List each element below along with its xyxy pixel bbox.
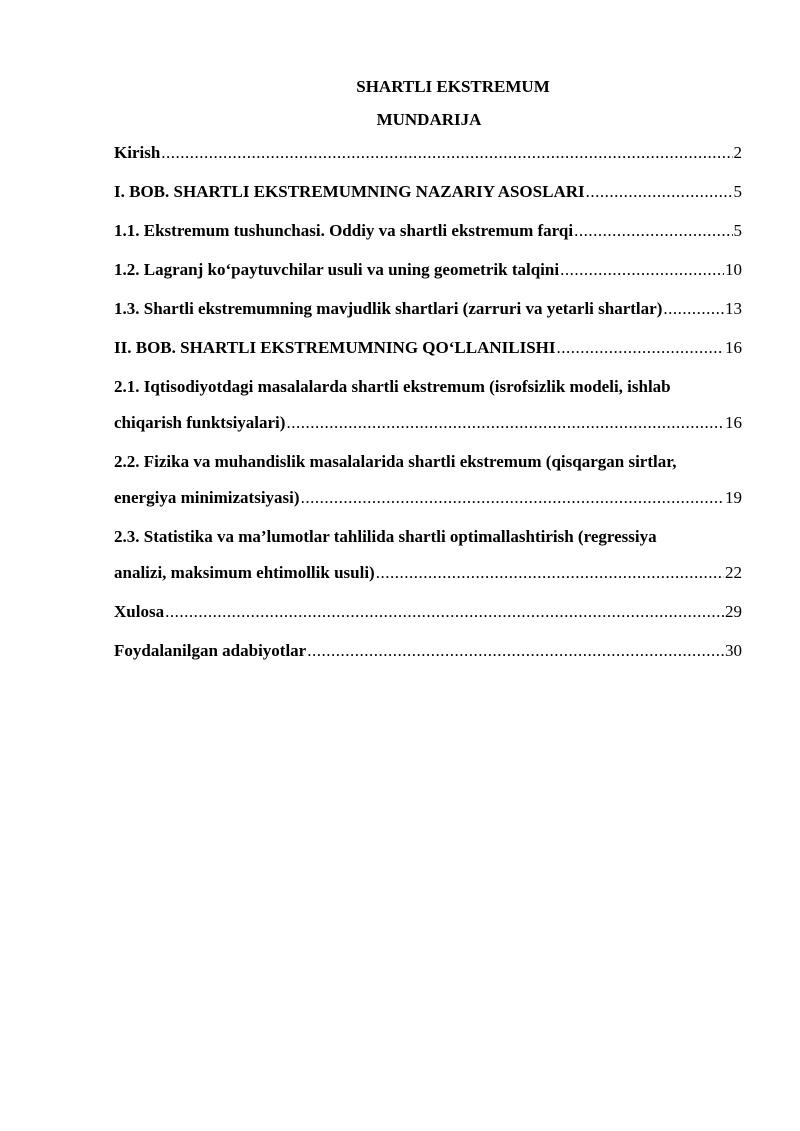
toc-entry-label: 1.1. Ekstremum tushunchasi. Oddiy va shartli ekstremum farqi [114, 221, 574, 240]
toc-entry-page: 22 [725, 563, 742, 582]
toc-entry[interactable] [114, 180, 742, 204]
toc-entry[interactable] [114, 600, 742, 624]
toc-entry-page: 13 [725, 299, 742, 318]
toc-dot-leader [161, 141, 732, 165]
toc-entry-page: 16 [725, 413, 742, 432]
toc-entry-label: Foydalanilgan adabiyotlar [114, 641, 307, 660]
toc-dot-leader [165, 600, 724, 624]
toc-entry-label: Xulosa [114, 602, 165, 621]
toc-entry-label-line2: energiya minimizatsiyasi) [114, 488, 300, 507]
toc-entry-label: Kirish [114, 143, 161, 162]
toc-entry[interactable] [114, 450, 742, 510]
toc-entry-label-line2: analizi, maksimum ehtimollik usuli) [114, 563, 375, 582]
toc-entry[interactable] [114, 336, 742, 360]
toc-entry[interactable] [114, 258, 742, 282]
toc-entry-page: 10 [725, 260, 742, 279]
toc-entry[interactable] [114, 525, 742, 585]
toc-entry-page: 2 [733, 143, 742, 162]
toc-entry-label-line1: 2.2. Fizika va muhandislik masalalarida shartli ekstremum (qisqargan sirtlar, [114, 452, 677, 471]
toc-entry-page: 16 [725, 338, 742, 357]
toc-dot-leader [586, 180, 733, 204]
toc-dot-leader [307, 639, 724, 663]
toc-entry-label-line2: chiqarish funktsiyalari) [114, 413, 286, 432]
toc-dot-leader [663, 297, 724, 321]
toc-entry-page: 19 [725, 488, 742, 507]
document-title: SHARTLI EKSTREMUM [356, 77, 550, 96]
toc-entry-label: II. BOB. SHARTLI EKSTREMUMNING QO‘LLANILISHI [114, 338, 556, 357]
toc-entry[interactable] [114, 297, 742, 321]
toc-entry[interactable] [114, 639, 742, 663]
toc-entry-label: 1.2. Lagranj ko‘paytuvchilar usuli va uning geometrik talqini [114, 260, 560, 279]
toc-entry-label-line1: 2.1. Iqtisodiyotdagi masalalarda shartli ekstremum (isrofsizlik modeli, ishlab [114, 377, 671, 396]
toc-entry-label: 1.3. Shartli ekstremumning mavjudlik shartlari (zarruri va yetarli shartlar) [114, 299, 663, 318]
toc-entry-label-line1: 2.3. Statistika va ma’lumotlar tahlilida shartli optimallashtirish (regressiya [114, 527, 657, 546]
toc-dot-leader [376, 561, 724, 585]
toc-entry[interactable] [114, 375, 742, 435]
table-of-contents [114, 141, 742, 678]
toc-dot-leader [557, 336, 725, 360]
toc-dot-leader [560, 258, 724, 282]
toc-entry-page: 30 [725, 641, 742, 660]
toc-entry[interactable] [114, 219, 742, 243]
toc-entry[interactable] [114, 141, 742, 165]
toc-entry-label: I. BOB. SHARTLI EKSTREMUMNING NAZARIY ASOSLARI [114, 182, 585, 201]
toc-dot-leader [286, 411, 724, 435]
toc-entry-page: 29 [725, 602, 742, 621]
toc-dot-leader [574, 219, 732, 243]
toc-entry-page: 5 [733, 221, 742, 240]
toc-entry-page: 5 [733, 182, 742, 201]
toc-dot-leader [301, 486, 724, 510]
toc-heading: MUNDARIJA [376, 110, 482, 129]
